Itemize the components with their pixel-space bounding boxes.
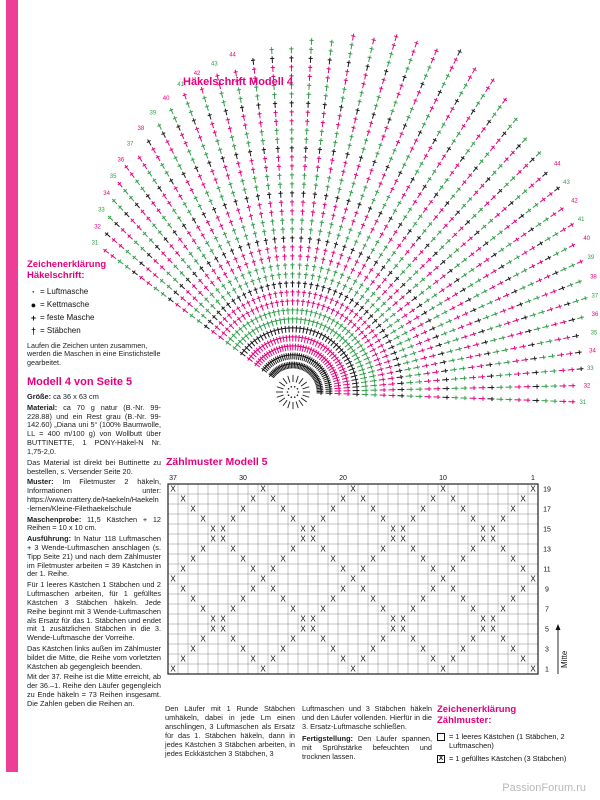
- svg-text:X: X: [340, 654, 346, 664]
- svg-text:X: X: [520, 584, 526, 594]
- svg-text:X: X: [190, 554, 196, 564]
- svg-text:X: X: [460, 594, 466, 604]
- svg-text:X: X: [480, 624, 486, 634]
- row-number: 42: [193, 71, 201, 78]
- bottom-column-1: [165, 705, 295, 762]
- svg-text:X: X: [250, 564, 256, 574]
- legend-item-label: = feste Masche: [40, 313, 95, 323]
- svg-text:X: X: [410, 544, 416, 554]
- legend-item: [27, 326, 161, 336]
- row-number: 41: [577, 217, 585, 224]
- svg-text:X: X: [350, 574, 356, 584]
- svg-text:X: X: [490, 524, 496, 534]
- svg-text:X: X: [530, 664, 536, 674]
- filled-box-icon: X: [438, 755, 444, 763]
- stitch-symbol-icon: +: [30, 312, 37, 323]
- svg-text:X: X: [180, 564, 186, 574]
- paragraph: Fertigstellung: Den Läufer spannen, mit Sprühstärke befeuchten und trocknen lassen.: [302, 733, 432, 761]
- svg-text:X: X: [370, 644, 376, 654]
- svg-text:X: X: [400, 524, 406, 534]
- svg-text:X: X: [520, 564, 526, 574]
- paragraph: Luftmaschen und 3 Stäbchen häkeln und den Läufer vollenden. Hierfür in die 3. Ersatz-Luftmasche schließen.: [302, 704, 432, 731]
- svg-text:X: X: [500, 604, 506, 614]
- svg-text:X: X: [420, 504, 426, 514]
- row-number: 43: [563, 179, 570, 186]
- svg-text:X: X: [380, 634, 386, 644]
- paragraph: Das Kästchen links außen im Zählmuster bildet die Mitte, die Reihe vom vorletzten Kästchen ab gegengleich beenden.: [27, 643, 161, 671]
- svg-text:X: X: [210, 614, 216, 624]
- svg-text:X: X: [220, 534, 226, 544]
- svg-text:X: X: [330, 594, 336, 604]
- filet-grid-marks: [170, 485, 536, 674]
- svg-text:10: 10: [439, 475, 447, 482]
- paragraph: Den Läufer mit 1 Runde Stäbchen umhäkeln, dabei in jede Lm einen anschlingen, 3 Luftmaschen als Ersatz für das 1. Stäbchen häkeln, dann in jedes Kästchen 3 Stäbchen arbeiten, in jedes Eckkästchen 3 Stäbchen, 3: [165, 704, 295, 758]
- svg-text:X: X: [430, 654, 436, 664]
- svg-text:X: X: [470, 544, 476, 554]
- svg-text:X: X: [440, 484, 446, 494]
- svg-text:17: 17: [543, 506, 551, 514]
- svg-text:X: X: [450, 654, 456, 664]
- svg-text:X: X: [270, 564, 276, 574]
- svg-text:X: X: [500, 634, 506, 644]
- paragraph: Mit der 37. Reihe ist die Mitte erreicht, ab der 36.–1. Reihe den Läufer gegengleich zu Ende häkeln = 73 Reihen insgesamt. Die Zahlen geben die Reihen an.: [27, 672, 161, 708]
- svg-text:X: X: [310, 624, 316, 634]
- svg-text:X: X: [360, 654, 366, 664]
- row-number: 44: [229, 52, 236, 59]
- svg-text:X: X: [220, 624, 226, 634]
- paragraph: Muster: Im Filetmuster 2 häkeln, Informationen unter: https://www.crattery.de/Haekeln/Haekeln-lernen/Kleine-Filethaekelschule: [27, 477, 161, 513]
- legend2-item: [437, 732, 593, 751]
- svg-text:X: X: [470, 604, 476, 614]
- svg-text:X: X: [440, 664, 446, 674]
- svg-text:X: X: [360, 564, 366, 574]
- svg-text:X: X: [400, 614, 406, 624]
- legend-item-label: = Luftmasche: [40, 287, 89, 297]
- svg-text:13: 13: [543, 546, 551, 554]
- svg-text:X: X: [450, 494, 456, 504]
- legend-haekelschrift-items: [27, 287, 161, 336]
- svg-text:X: X: [320, 544, 326, 554]
- svg-text:X: X: [340, 584, 346, 594]
- svg-text:X: X: [320, 604, 326, 614]
- row-number: 42: [571, 198, 578, 205]
- svg-text:X: X: [200, 544, 206, 554]
- svg-text:3: 3: [545, 646, 549, 654]
- svg-text:X: X: [250, 494, 256, 504]
- legend-haekelschrift: [27, 260, 161, 368]
- grid-chart-svg: [158, 468, 593, 700]
- fan-chart-title: Häkelschrift Modell 4: [183, 76, 294, 88]
- svg-text:X: X: [320, 634, 326, 644]
- svg-text:X: X: [370, 504, 376, 514]
- svg-text:X: X: [400, 534, 406, 544]
- svg-text:11: 11: [543, 566, 551, 574]
- svg-text:X: X: [300, 624, 306, 634]
- svg-text:X: X: [510, 594, 516, 604]
- svg-text:X: X: [430, 494, 436, 504]
- svg-text:X: X: [330, 554, 336, 564]
- svg-text:X: X: [480, 534, 486, 544]
- svg-text:1: 1: [531, 475, 535, 482]
- fan-center-cluster: [276, 375, 310, 409]
- paragraph: Für 1 leeres Kästchen 1 Stäbchen und 2 Luftmaschen arbeiten, für 1 gefülltes Kästchen 3 Stäbchen häkeln. Jede Reihe beginnt mit 3 Wende-Luftmaschen als Ersatz für das 1. Stäbchen und endet mit 1 zusätzlichen Stäbchen in die 3. Wende-Luftmasche der Vorreihe.: [27, 580, 161, 643]
- svg-text:X: X: [410, 634, 416, 644]
- stitch-symbol-icon: ·: [32, 286, 35, 297]
- row-number: 44: [553, 161, 561, 168]
- row-number: 38: [137, 125, 145, 132]
- svg-text:X: X: [170, 664, 176, 674]
- legend-item-label: = Kettmasche: [40, 300, 90, 310]
- svg-text:X: X: [370, 554, 376, 564]
- svg-text:X: X: [420, 644, 426, 654]
- row-number: 35: [109, 174, 117, 181]
- svg-text:X: X: [210, 534, 216, 544]
- svg-text:X: X: [530, 574, 536, 584]
- watermark-text: PassionForum.ru: [502, 782, 586, 794]
- legend-zaehlmuster-items: [437, 732, 593, 764]
- legend2-title-line2: Zählmuster:: [437, 714, 492, 726]
- svg-text:19: 19: [543, 486, 551, 494]
- legend-item: [27, 287, 161, 297]
- svg-text:X: X: [330, 644, 336, 654]
- svg-text:15: 15: [543, 526, 551, 534]
- empty-box-icon: [437, 733, 445, 741]
- grid-chart-title: Zählmuster Modell 5: [166, 456, 268, 468]
- mitte-label: Mitte: [560, 650, 569, 668]
- legend2-item-label: = 1 gefülltes Kästchen (3 Stäbchen): [449, 754, 567, 764]
- svg-text:X: X: [490, 614, 496, 624]
- svg-text:X: X: [270, 584, 276, 594]
- svg-text:X: X: [310, 534, 316, 544]
- svg-text:X: X: [380, 514, 386, 524]
- svg-text:X: X: [240, 504, 246, 514]
- svg-text:X: X: [250, 654, 256, 664]
- svg-text:X: X: [170, 574, 176, 584]
- svg-text:X: X: [220, 524, 226, 534]
- row-number: 36: [591, 312, 599, 319]
- svg-text:X: X: [230, 604, 236, 614]
- row-number: 37: [591, 293, 599, 300]
- row-number: 40: [162, 95, 170, 102]
- bottom-column-2: [302, 705, 432, 765]
- svg-text:X: X: [480, 614, 486, 624]
- svg-text:7: 7: [545, 606, 549, 614]
- svg-text:X: X: [230, 634, 236, 644]
- svg-text:20: 20: [339, 475, 347, 482]
- svg-text:X: X: [460, 554, 466, 564]
- svg-text:X: X: [510, 644, 516, 654]
- row-number: 39: [587, 255, 595, 262]
- stitch-symbol-icon: †: [30, 325, 36, 336]
- row-number: 43: [211, 61, 218, 68]
- svg-text:X: X: [170, 484, 176, 494]
- svg-text:X: X: [190, 644, 196, 654]
- svg-text:X: X: [200, 604, 206, 614]
- svg-text:X: X: [430, 564, 436, 574]
- row-number: 31: [91, 240, 99, 247]
- svg-text:X: X: [380, 604, 386, 614]
- row-number: 34: [589, 348, 596, 355]
- svg-text:X: X: [200, 514, 206, 524]
- svg-text:X: X: [350, 484, 356, 494]
- legend-zaehlmuster-title: [437, 705, 593, 727]
- svg-text:X: X: [340, 564, 346, 574]
- svg-text:X: X: [190, 504, 196, 514]
- row-number: 40: [583, 236, 591, 243]
- svg-text:X: X: [500, 514, 506, 524]
- svg-text:X: X: [470, 634, 476, 644]
- row-number: 38: [590, 274, 597, 281]
- legend-title-line1: Zeichenerklärung: [27, 259, 107, 270]
- svg-text:X: X: [180, 584, 186, 594]
- svg-text:X: X: [390, 524, 396, 534]
- legend-item-label: = Stäbchen: [40, 326, 81, 336]
- row-number: 32: [94, 224, 101, 231]
- svg-text:X: X: [250, 584, 256, 594]
- svg-text:X: X: [260, 574, 266, 584]
- svg-text:X: X: [240, 594, 246, 604]
- svg-text:X: X: [310, 614, 316, 624]
- svg-text:X: X: [270, 654, 276, 664]
- svg-text:X: X: [420, 594, 426, 604]
- svg-text:X: X: [210, 624, 216, 634]
- svg-text:37: 37: [169, 475, 177, 482]
- svg-text:X: X: [360, 494, 366, 504]
- svg-text:X: X: [280, 504, 286, 514]
- svg-text:X: X: [320, 514, 326, 524]
- row-number: 36: [117, 157, 125, 164]
- svg-text:X: X: [470, 514, 476, 524]
- svg-text:X: X: [410, 604, 416, 614]
- svg-text:X: X: [520, 654, 526, 664]
- svg-text:X: X: [410, 514, 416, 524]
- svg-text:X: X: [230, 514, 236, 524]
- svg-text:X: X: [260, 664, 266, 674]
- svg-text:X: X: [300, 524, 306, 534]
- svg-text:X: X: [180, 494, 186, 504]
- svg-text:X: X: [310, 524, 316, 534]
- row-number: 33: [98, 207, 105, 214]
- svg-text:X: X: [180, 654, 186, 664]
- svg-text:X: X: [360, 584, 366, 594]
- svg-text:5: 5: [545, 626, 549, 634]
- svg-text:X: X: [290, 604, 296, 614]
- svg-text:X: X: [270, 494, 276, 504]
- legend-item: [27, 300, 161, 310]
- row-number: 35: [590, 330, 598, 337]
- svg-text:X: X: [280, 554, 286, 564]
- svg-text:X: X: [390, 614, 396, 624]
- paragraph: Ausführung: In Natur 118 Luftmaschen + 3 Wende-Luftmaschen anschlagen (s. Tipp Seite 21) und nach dem Zählmuster im Filetmuster arbeiten = 39 Kästchen in der 1. Reihe.: [27, 534, 161, 579]
- svg-text:X: X: [330, 504, 336, 514]
- svg-text:X: X: [450, 564, 456, 574]
- svg-text:X: X: [430, 584, 436, 594]
- svg-text:X: X: [290, 514, 296, 524]
- svg-text:X: X: [240, 554, 246, 564]
- svg-text:X: X: [460, 504, 466, 514]
- svg-text:X: X: [380, 544, 386, 554]
- legend2-title-line1: Zeichenerklärung: [437, 704, 517, 715]
- svg-text:X: X: [290, 634, 296, 644]
- svg-text:X: X: [350, 664, 356, 674]
- svg-text:X: X: [510, 504, 516, 514]
- svg-text:X: X: [210, 524, 216, 534]
- paragraph: Material: ca 70 g natur (B.-Nr. 99-228.88) und ein Rest grau (B.-Nr. 99-142.60) „Diana uni 5“ (100% Baumwolle, LL = 400 m/100 g) von Wollbutt über BUTTINETTE, 1 PONY-Häkel-N Nr. 1,75-2,0.: [27, 402, 161, 456]
- svg-text:X: X: [370, 594, 376, 604]
- svg-text:X: X: [300, 614, 306, 624]
- legend-zaehlmuster: [437, 705, 593, 768]
- svg-text:X: X: [530, 484, 536, 494]
- svg-text:X: X: [480, 524, 486, 534]
- svg-text:X: X: [400, 624, 406, 634]
- svg-text:X: X: [520, 494, 526, 504]
- article-body: [27, 393, 161, 709]
- svg-text:X: X: [300, 534, 306, 544]
- svg-text:X: X: [240, 644, 246, 654]
- article-modell4: [27, 376, 161, 711]
- svg-text:X: X: [280, 594, 286, 604]
- svg-text:X: X: [280, 644, 286, 654]
- stitch-symbol-icon: ●: [30, 299, 37, 310]
- svg-text:9: 9: [545, 586, 549, 594]
- svg-text:X: X: [390, 534, 396, 544]
- svg-text:X: X: [230, 544, 236, 554]
- row-number: 41: [177, 81, 184, 88]
- svg-text:X: X: [460, 644, 466, 654]
- svg-text:X: X: [290, 544, 296, 554]
- paragraph: Das Material ist direkt bei Buttinette zu bestellen, s. Versender Seite 20.: [27, 457, 161, 476]
- svg-text:X: X: [450, 584, 456, 594]
- svg-text:1: 1: [545, 666, 549, 674]
- legend-haekelschrift-note: Laufen die Zeichen unten zusammen, werden die Maschen in eine Einstichstelle gearbeitet.: [27, 340, 161, 368]
- row-number: 39: [149, 110, 157, 117]
- paragraph: Größe: ca 36 x 63 cm: [27, 392, 99, 401]
- svg-text:X: X: [440, 574, 446, 584]
- svg-text:X: X: [200, 634, 206, 644]
- legend2-item: [437, 754, 593, 763]
- legend2-item-label: = 1 leeres Kästchen (1 Stäbchen, 2 Luftmaschen): [449, 731, 565, 751]
- svg-text:X: X: [490, 534, 496, 544]
- svg-text:X: X: [420, 554, 426, 564]
- svg-text:X: X: [490, 624, 496, 634]
- article-heading: Modell 4 von Seite 5: [27, 376, 133, 388]
- svg-text:X: X: [500, 544, 506, 554]
- row-number: 32: [583, 383, 591, 390]
- paragraph: Maschenprobe: 11,5 Kästchen + 12 Reihen = 10 x 10 cm.: [27, 514, 161, 533]
- row-number: 33: [586, 366, 594, 373]
- legend-haekelschrift-title: [27, 260, 161, 282]
- legend-item: [27, 313, 161, 323]
- row-number: 37: [126, 141, 134, 148]
- svg-text:30: 30: [239, 475, 247, 482]
- svg-text:X: X: [260, 484, 266, 494]
- legend-title-line2: Häkelschrift:: [27, 269, 85, 281]
- row-number: 34: [103, 190, 110, 197]
- svg-text:X: X: [510, 554, 516, 564]
- svg-text:X: X: [390, 624, 396, 634]
- row-number: 31: [579, 400, 587, 407]
- svg-text:X: X: [340, 494, 346, 504]
- svg-text:X: X: [220, 614, 226, 624]
- fan-rays: [92, 34, 599, 406]
- svg-text:X: X: [190, 594, 196, 604]
